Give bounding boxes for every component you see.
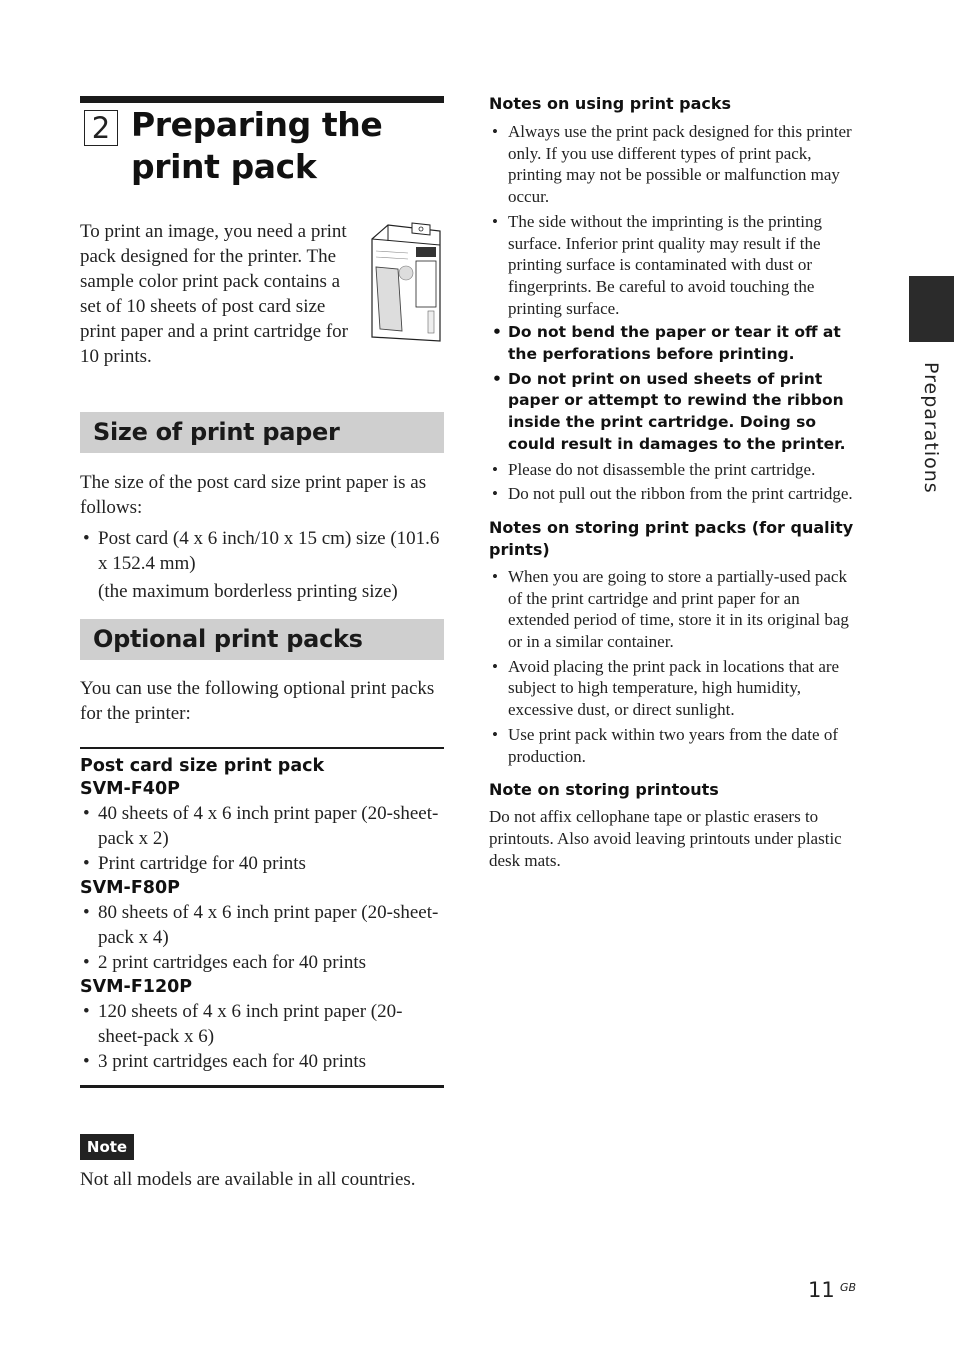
model-item: • 2 print cartridges each for 40 prints bbox=[80, 950, 444, 975]
print-pack-illustration bbox=[368, 221, 444, 345]
model-item: • 120 sheets of 4 x 6 inch print paper (20-sheet-pack x 6) bbox=[80, 999, 444, 1049]
using-item: • The side without the imprinting is the printing surface. Inferior print quality may result if the printing surface is contaminated with dust or fingerprints. Be careful to avoid touching the printing surface. bbox=[489, 211, 859, 320]
pack-table-top-rule bbox=[80, 747, 444, 749]
storing-heading: Notes on storing print packs (for quality prints) bbox=[489, 517, 854, 559]
page-title: Preparing the print pack bbox=[131, 105, 383, 186]
model-item: • Print cartridge for 40 prints bbox=[80, 851, 444, 876]
using-heading: Notes on using print packs bbox=[489, 94, 732, 113]
storing-item: • Avoid placing the print pack in locations that are subject to high temperature, high humidity, excessive dust, or direct sunlight. bbox=[489, 656, 859, 721]
optional-lead: You can use the following optional print packs for the printer: bbox=[80, 678, 435, 724]
page-region-code: GB bbox=[840, 1281, 857, 1294]
using-item: • Please do not disassemble the print cartridge. bbox=[489, 459, 859, 481]
printouts-text: Do not affix cellophane tape or plastic erasers to printouts. Also avoid leaving printouts under plastic desk mats. bbox=[489, 807, 842, 870]
size-sub-note: (the maximum borderless printing size) bbox=[98, 581, 398, 602]
using-bold-item: • Do not print on used sheets of print paper or attempt to rewind the ribbon inside the print cartridge. Doing so could result in damages to the printer. bbox=[489, 369, 859, 456]
page-number: 11 bbox=[808, 1278, 835, 1302]
section-heading-size: Size of print paper bbox=[80, 412, 444, 453]
section-tab-label: Preparations bbox=[920, 362, 942, 494]
size-section-body bbox=[80, 470, 444, 604]
storing-item: • When you are going to store a partially-used pack of the print cartridge and print paper for an extended period of time, store it in its original bag or in a similar container. bbox=[489, 566, 859, 653]
section-heading-optional: Optional print packs bbox=[80, 619, 444, 660]
intro-paragraph: To print an image, you need a print pack designed for the printer. The sample color print pack contains a set of 10 sheets of post card size print paper and a print cartridge for 10 prints. bbox=[80, 221, 348, 367]
using-item: • Do not pull out the ribbon from the print cartridge. bbox=[489, 483, 859, 505]
model-name: SVM-F40P bbox=[80, 779, 180, 799]
title-rule bbox=[80, 96, 444, 103]
model-item: • 3 print cartridges each for 40 prints bbox=[80, 1049, 444, 1074]
step-number-box: 2 bbox=[84, 110, 118, 146]
pack-block-title: Post card size print pack bbox=[80, 756, 325, 776]
print-pack-list bbox=[80, 755, 444, 1074]
model-name: SVM-F120P bbox=[80, 977, 193, 997]
pack-table-bottom-rule bbox=[80, 1085, 444, 1088]
model-item: • 80 sheets of 4 x 6 inch print paper (20-sheet-pack x 4) bbox=[80, 900, 444, 950]
note-text: Not all models are available in all countries. bbox=[80, 1169, 416, 1190]
model-name: SVM-F80P bbox=[80, 878, 180, 898]
size-bullet: • Post card (4 x 6 inch/10 x 15 cm) size (101.6 x 152.4 mm) bbox=[80, 526, 444, 576]
printouts-heading: Note on storing printouts bbox=[489, 780, 719, 800]
size-lead: The size of the post card size print paper is as follows: bbox=[80, 472, 427, 518]
note-badge: Note bbox=[80, 1134, 134, 1160]
model-item: • 40 sheets of 4 x 6 inch print paper (20-sheet-pack x 2) bbox=[80, 801, 444, 851]
using-item: • Always use the print pack designed for this printer only. If you use different types of print pack, printing may not be possible or malfunction may occur. bbox=[489, 121, 859, 208]
storing-item: • Use print pack within two years from the date of production. bbox=[489, 724, 859, 767]
section-tab-marker bbox=[909, 276, 954, 342]
right-column bbox=[489, 93, 859, 871]
using-bold-item: • Do not bend the paper or tear it off at the perforations before printing. bbox=[489, 322, 859, 365]
